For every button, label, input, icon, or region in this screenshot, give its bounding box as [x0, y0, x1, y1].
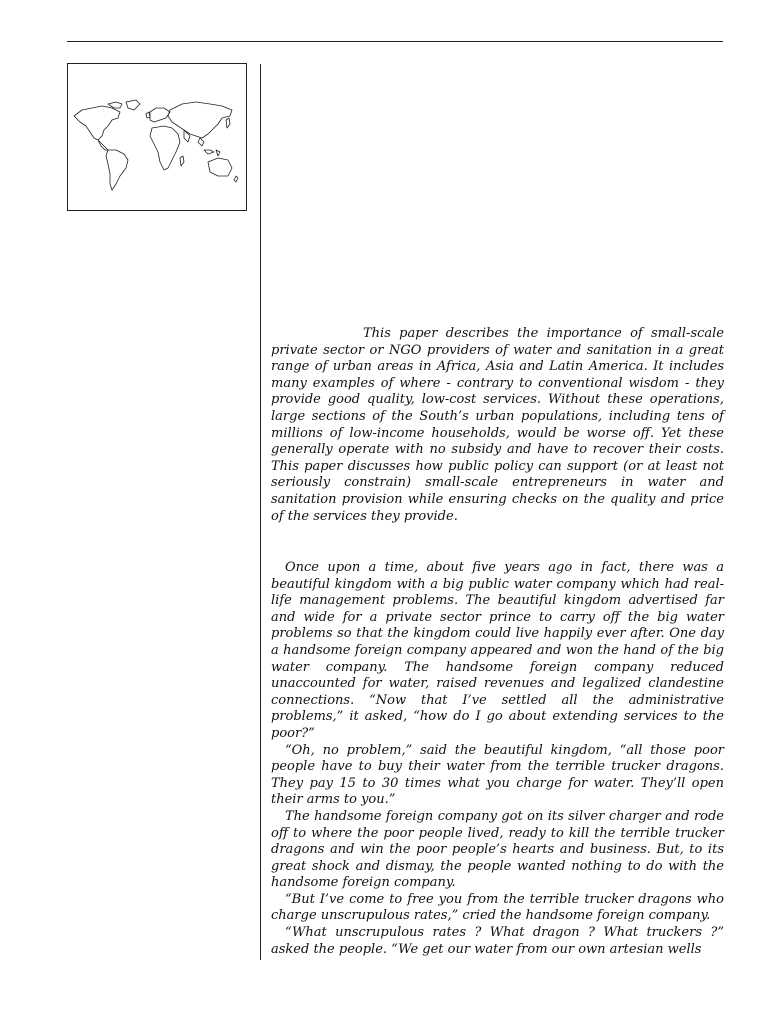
story-paragraph: “Oh, no problem,” said the beautiful kingdom, “all those poor people have to buy their water from the terrible trucker dragons. They pay 15 to 30 times what you charge for water. They’ll open their arms to you.”: [271, 742, 724, 808]
story-paragraph: “But I’ve come to free you from the terrible trucker dragons who charge unscrupulous rates,” cried the handsome foreign company.: [271, 891, 724, 924]
story-paragraph: “What unscrupulous rates ? What dragon ? What truckers ?” asked the people. “We get our water from our own artesian wells: [271, 925, 724, 957]
story-paragraph: Once upon a time, about five years ago in fact, there was a beautiful kingdom with a big public water company which had real-life management problems. The beautiful kingdom advertised far and wide for a private sector prince to carry off the big water problems so that the kingdom could live happily ever after. One day a handsome foreign company appeared and won the hand of the big water company. The handsome foreign company reduced unaccounted for water, raised revenues and legalized clandestine connections. “Now that I’ve settled all the administrative problems,” it asked, “how do I go about extending services to the poor?”: [271, 560, 724, 741]
column-rule: [260, 64, 261, 960]
world-map-figure: [67, 63, 247, 211]
world-map-icon: [68, 64, 246, 210]
abstract-paragraph: This paper describes the importance of small-scale private sector or NGO providers of water and sanitation in a great range of urban areas in Africa, Asia and Latin America. It includes many examples of where - contrary to conventional wisdom - they provide good quality, low-cost services. Without these operations, large sections of the South’s urban populations, including tens of millions of low-income households, would be worse off. Yet these generally operate with no subsidy and have to recover their costs. This paper discusses how public policy can support (or at least not seriously constrain) small-scale entrepreneurs in water and sanitation provision while ensuring checks on the quality and price of the services they provide.: [271, 326, 724, 524]
story-paragraph: The handsome foreign company got on its silver charger and rode off to where the poor people lived, ready to kill the terrible trucker dragons and win the poor people’s hearts and business. But, to its great shock and dismay, the people wanted nothing to do with the handsome foreign company.: [271, 808, 724, 891]
header-rule: [67, 41, 723, 42]
story-section: [271, 560, 724, 958]
